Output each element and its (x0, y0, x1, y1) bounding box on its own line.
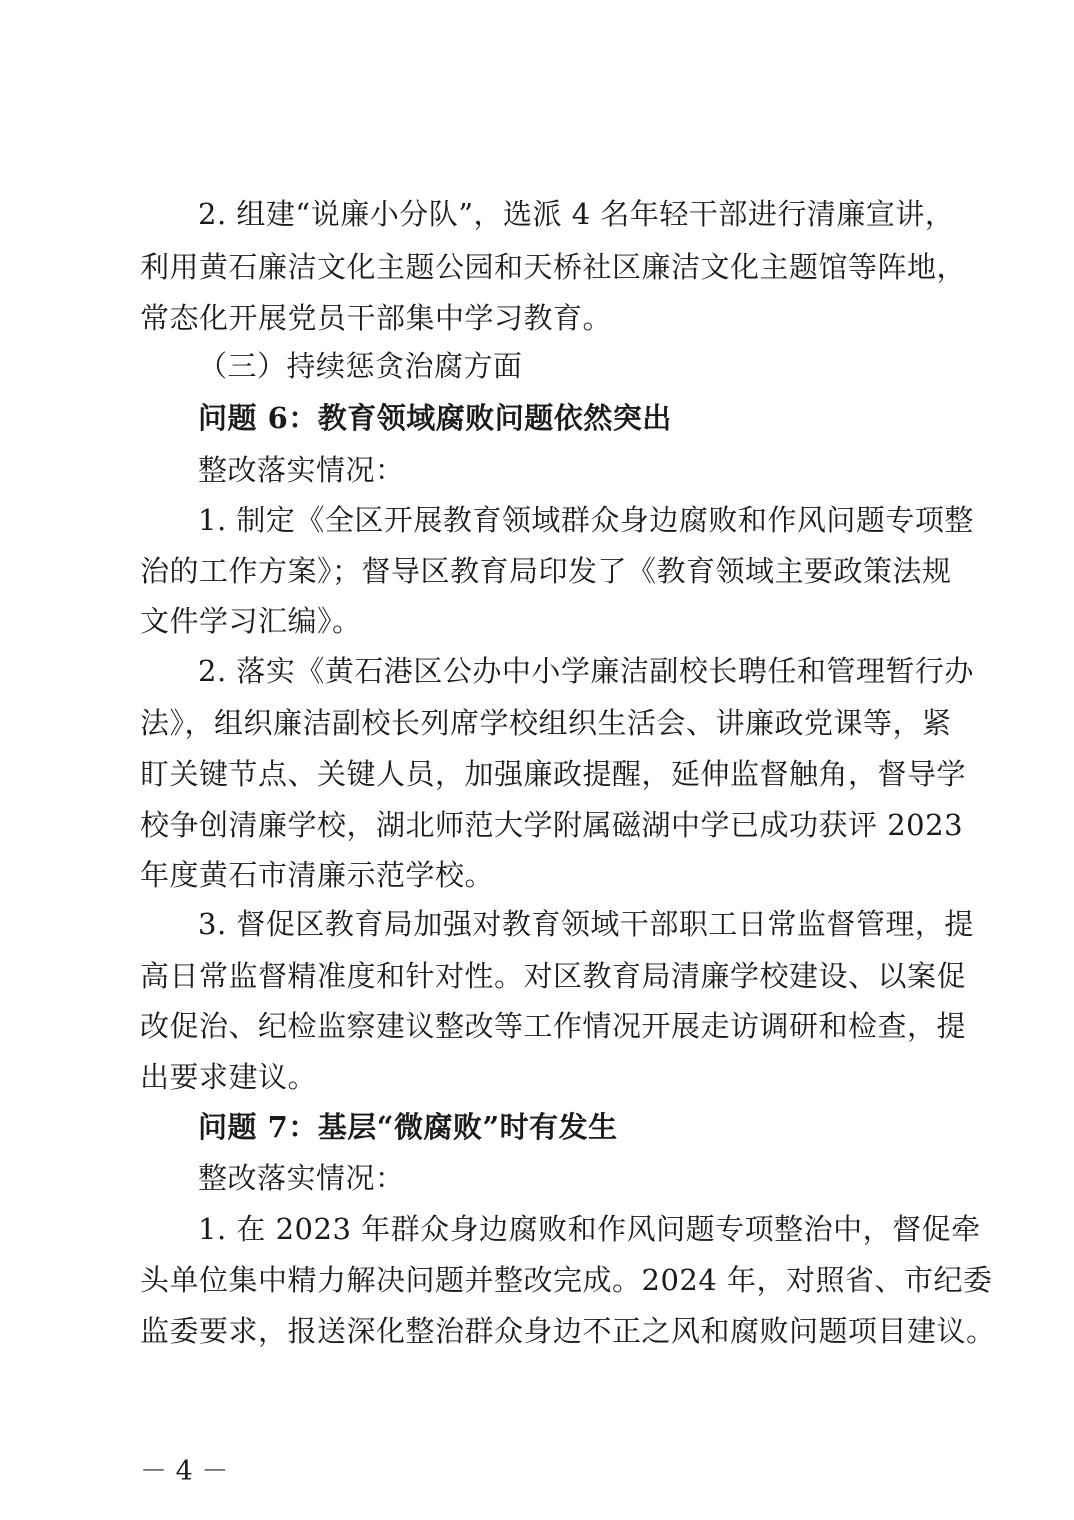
paragraph-line: 改促治、纪检监察建议整改等工作情况开展走访调研和检查，提 (140, 1009, 967, 1043)
paragraph-line: 1. 在 2023 年群众身边腐败和作风问题专项整治中，督促牵 (198, 1212, 981, 1246)
subheading: 整改落实情况： (198, 1161, 405, 1195)
paragraph-line: 常态化开展党员干部集中学习教育。 (140, 301, 613, 335)
issue-heading: 问题 6：教育领域腐败问题依然突出 (198, 401, 672, 435)
paragraph-line: 监委要求，报送深化整治群众身边不正之风和腐败问题项目建议。 (140, 1314, 996, 1348)
paragraph-line: 治的工作方案》；督导区教育局印发了《教育领域主要政策法规 (140, 554, 952, 588)
issue-heading: 问题 7：基层“微腐败”时有发生 (198, 1110, 618, 1144)
paragraph-line: 盯关键节点、关键人员，加强廉政提醒，延伸监督触角，督导学 (140, 757, 967, 791)
paragraph-line: 出要求建议。 (140, 1060, 318, 1094)
section-heading: （三）持续惩贪治腐方面 (198, 349, 523, 383)
paragraph-line: 年度黄石市清廉示范学校。 (140, 858, 495, 892)
paragraph-line: 文件学习汇编》。 (140, 604, 362, 638)
paragraph-line: 头单位集中精力解决问题并整改完成。2024 年，对照省、市纪委 (140, 1263, 993, 1297)
subheading: 整改落实情况： (198, 453, 405, 487)
paragraph-line: 校争创清廉学校，湖北师范大学附属磁湖中学已成功获评 2023 (140, 808, 964, 842)
paragraph-line: 法》，组织廉洁副校长列席学校组织生活会、讲廉政党课等，紧 (140, 706, 952, 740)
page-number: － 4 － (140, 1456, 229, 1487)
paragraph-line: 3. 督促区教育局加强对教育领域干部职工日常监督管理，提 (198, 907, 974, 941)
paragraph-line: 1. 制定《全区开展教育领域群众身边腐败和作风问题专项整 (198, 503, 974, 537)
paragraph-line: 利用黄石廉洁文化主题公园和天桥社区廉洁文化主题馆等阵地， (140, 250, 967, 284)
paragraph-line: 高日常监督精准度和针对性。对区教育局清廉学校建设、以案促 (140, 959, 967, 993)
paragraph-line: 2. 组建“说廉小分队”，选派 4 名年轻干部进行清廉宣讲， (198, 197, 955, 231)
paragraph-line: 2. 落实《黄石港区公办中小学廉洁副校长聘任和管理暂行办 (198, 654, 974, 688)
